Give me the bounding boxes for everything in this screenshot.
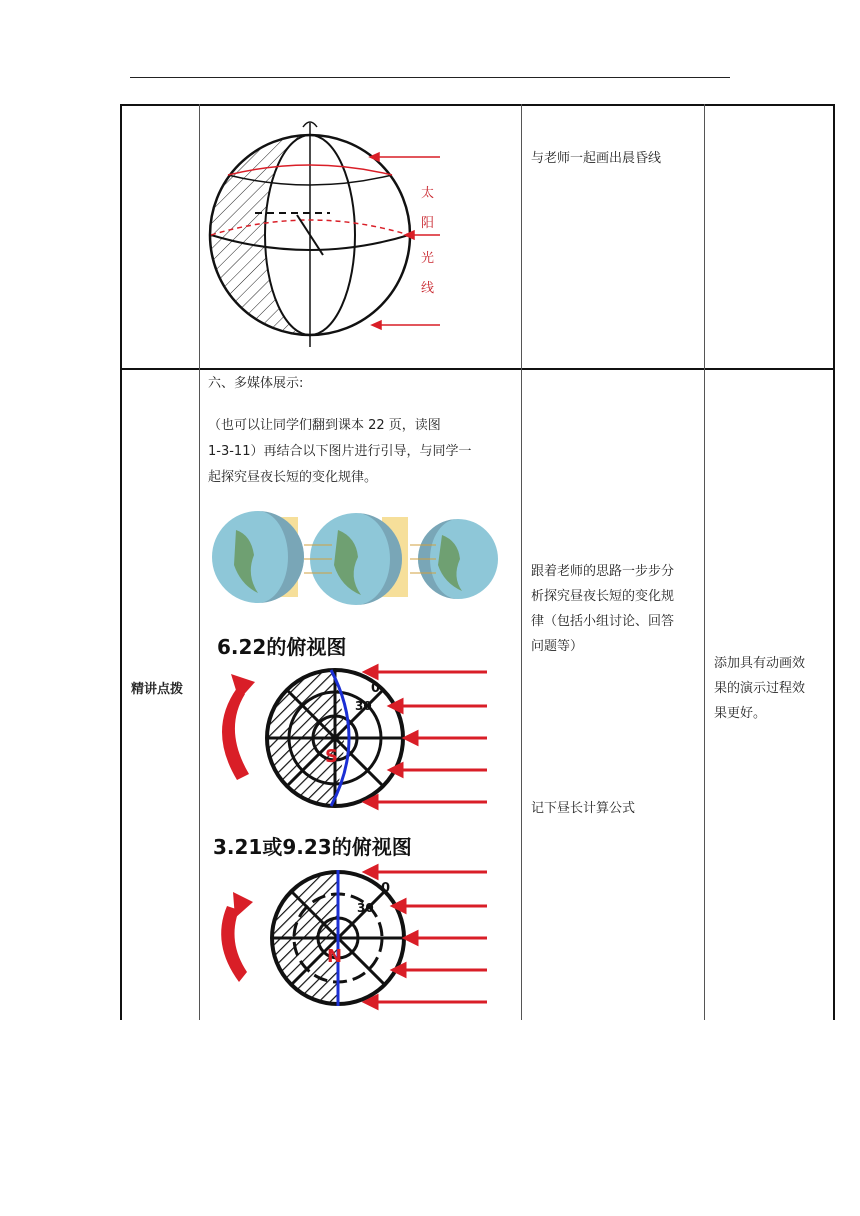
table-right-border xyxy=(833,104,835,1020)
polar-view-equinox xyxy=(205,832,505,1012)
meridian-mark: 30 xyxy=(357,901,374,915)
column-divider-1 xyxy=(199,104,200,1020)
header-rule xyxy=(130,77,730,78)
design-note-line: 果的演示过程效 xyxy=(714,681,806,696)
design-note-line: 添加具有动画效 xyxy=(714,656,806,671)
row-divider xyxy=(120,368,835,370)
figure-label-char: 阳 xyxy=(421,216,435,231)
section-heading: 六、多媒体展示: xyxy=(208,376,304,391)
pole-label: S xyxy=(325,746,338,767)
column-divider-2 xyxy=(521,104,522,1020)
student-note: 记下昼长计算公式 xyxy=(531,801,636,816)
student-activity-line: 问题等） xyxy=(531,639,584,654)
pole-label: N xyxy=(327,946,343,967)
rotation-arrow-icon xyxy=(221,892,253,982)
guide-paragraph-line: 1-3-11）再结合以下图片进行引导，与同学一 xyxy=(208,444,472,459)
student-activity-line: 律（包括小组讨论、回答 xyxy=(531,614,675,629)
figure-label-char: 光 xyxy=(421,251,435,266)
earth-image xyxy=(212,511,304,603)
table-left-border xyxy=(120,104,122,1020)
view-title: 6.22的俯视图 xyxy=(217,635,347,659)
polar-view-june xyxy=(205,630,505,820)
student-activity-line: 跟着老师的思路一步步分 xyxy=(531,564,675,579)
figure-label-char: 线 xyxy=(421,281,435,296)
globe-terminator-diagram xyxy=(205,115,450,360)
guide-paragraph-line: （也可以让同学们翻到课本 22 页，读图 xyxy=(208,418,441,433)
student-activity-line: 析探究昼夜长短的变化规 xyxy=(531,589,675,604)
figure-label-char: 太 xyxy=(421,186,435,201)
guide-paragraph-line: 起探究昼夜长短的变化规律。 xyxy=(208,470,378,485)
rotation-arrow-icon xyxy=(222,674,255,780)
meridian-mark: 30 xyxy=(355,699,372,713)
earth-illumination-photos xyxy=(206,505,506,613)
column-divider-3 xyxy=(704,104,705,1020)
stage-label: 精讲点拨 xyxy=(131,682,184,697)
row1-student-activity: 与老师一起画出晨昏线 xyxy=(531,151,662,166)
design-note-line: 果更好。 xyxy=(714,706,767,721)
table-top-border xyxy=(120,104,835,106)
meridian-mark: 0 xyxy=(371,681,381,696)
meridian-mark: 0 xyxy=(381,881,391,896)
view-title: 3.21或9.23的俯视图 xyxy=(213,835,412,859)
